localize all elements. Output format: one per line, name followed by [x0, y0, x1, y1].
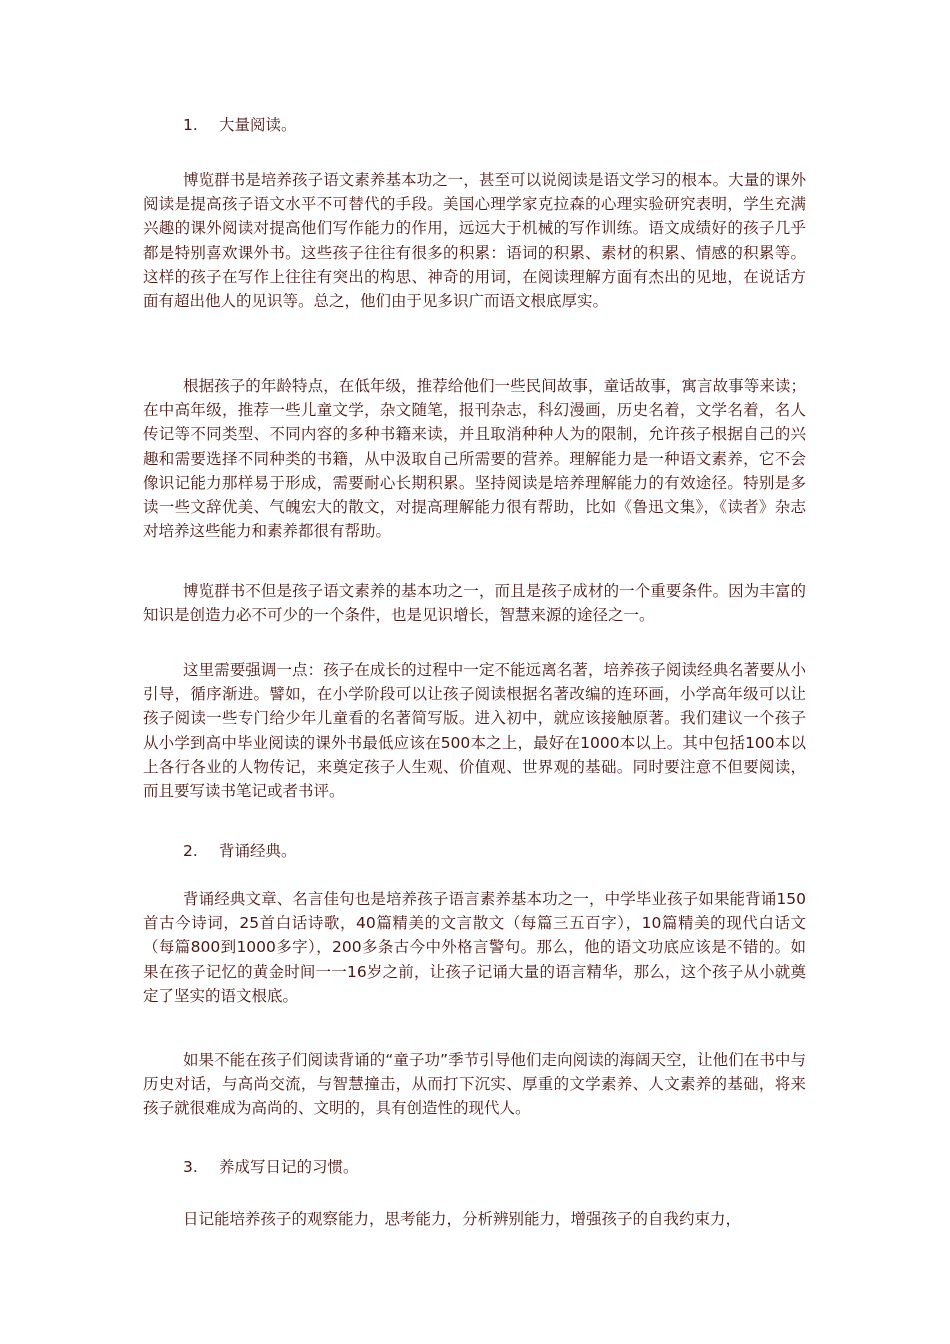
section-heading-1 — [183, 114, 297, 136]
section-heading-3 — [183, 1156, 359, 1178]
paragraph: 根据孩子的年龄特点，在低年级，推荐给他们一些民间故事，童话故事，寓言故事等来读；在中高年级，推荐一些儿童文学，杂文随笔，报刊杂志，科幻漫画，历史名着，文学名着，名人传记等不同类型、不同内容的多种书籍来读，并且取消种种人为的限制，允许孩子根据自己的兴趣和需要选择不同种类的书籍，从中汲取自己所需要的营养。理解能力是一种语文素养，它不会像识记能力那样易于形成，需要耐心长期积累。坚持阅读是培养理解能力的有效途径。特别是多读一些文辞优美、气魄宏大的散文，对提高理解能力很有帮助，比如《鲁迅文集》，《读者》杂志对培养这些能力和素养都很有帮助。 — [143, 377, 806, 541]
section-number: 2. — [183, 842, 198, 860]
paragraph: 日记能培养孩子的观察能力，思考能力，分析辨别能力，增强孩子的自我约束力， — [183, 1210, 742, 1228]
paragraph: 如果不能在孩子们阅读背诵的“童子功”季节引导他们走向阅读的海阔天空，让他们在书中与历史对话，与高尚交流，与智慧撞击，从而打下沉实、厚重的文学素养、人文素养的基础，将来孩子就很难成为高尚的、文明的，具有创造性的现代人。 — [143, 1051, 806, 1118]
section-title: 背诵经典。 — [219, 842, 297, 860]
paragraph: 背诵经典文章、名言佳句也是培养孩子语言素养基本功之一，中学毕业孩子如果能背诵150首古今诗词，25首白话诗歌，40篇精美的文言散文（每篇三五百字），10篇精美的现代白话文（每篇800到1000多字），200多条古今中外格言警句。那么，他的语文功底应该是不错的。如果在孩子记忆的黄金时间一一16岁之前，让孩子记诵大量的语言精华，那么，这个孩子从小就奠定了坚实的语文根底。 — [143, 890, 806, 1005]
paragraph: 博览群书是培养孩子语文素养基本功之一，甚至可以说阅读是语文学习的根本。大量的课外阅读是提高孩子语文水平不可替代的手段。美国心理学家克拉森的心理实验研究表明，学生充满兴趣的课外阅读对提高他们写作能力的作用，远远大于机械的写作训练。语文成绩好的孩子几乎都是特别喜欢课外书。这些孩子往往有很多的积累：语词的积累、素材的积累、情感的积累等。这样的孩子在写作上往往有突出的构思、神奇的用词，在阅读理解方面有杰出的见地，在说话方面有超出他人的见识等。总之，他们由于见多识广而语文根底厚实。 — [143, 171, 806, 311]
paragraph: 这里需要强调一点：孩子在成长的过程中一定不能远离名著，培养孩子阅读经典名著要从小引导，循序渐进。譬如，在小学阶段可以让孩子阅读根据名著改编的连环画，小学高年级可以让孩子阅读一些专门给少年儿童看的名著简写版。进入初中，就应该接触原著。我们建议一个孩子从小学到高中毕业阅读的课外书最低应该在500本之上，最好在1000本以上。其中包括100本以上各行各业的人物传记，来奠定孩子人生观、价值观、世界观的基础。同时要注意不但要阅读，而且要写读书笔记或者书评。 — [143, 661, 806, 801]
section-title: 养成写日记的习惯。 — [219, 1158, 359, 1176]
section-heading-2 — [183, 840, 297, 862]
section-number: 3. — [183, 1158, 198, 1176]
paragraph: 博览群书不但是孩子语文素养的基本功之一，而且是孩子成材的一个重要条件。因为丰富的知识是创造力必不可少的一个条件，也是见识增长，智慧来源的途径之一。 — [143, 582, 806, 625]
section-title: 大量阅读。 — [219, 116, 297, 134]
section-number: 1. — [183, 116, 198, 134]
